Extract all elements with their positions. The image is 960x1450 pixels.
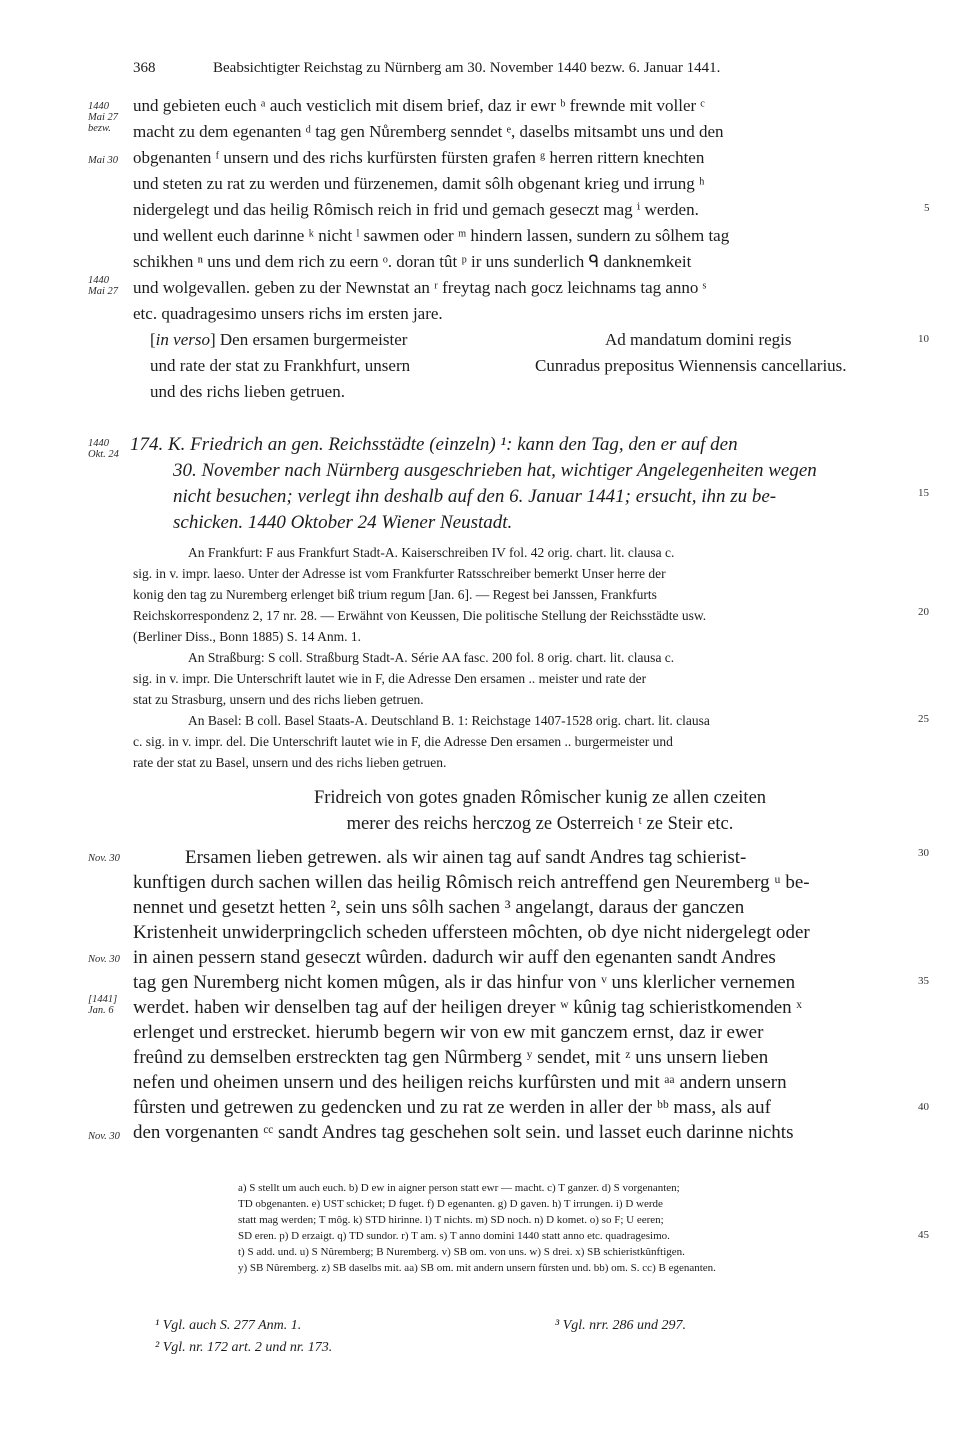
source-line: c. sig. in v. impr. del. Die Unterschrift lautet wie in F, die Adresse Den ersamen .. burgermeister und [133,734,673,749]
text-line: fûrsten und getrewen zu gedencken und zu rat ze werden in aller der ᵇᵇ mass, als auf [133,1097,771,1118]
source-line: konig den tag zu Nuremberg erlenget biß trium regum [Jan. 6]. — Regest bei Janssen, Frankfurts [133,587,657,602]
source-line: sig. in v. impr. Die Unterschrift lautet wie in F, die Adresse Den ersamen .. meister und rate der [133,671,647,686]
intitulatio-line: merer des reichs herczog ze Osterreich ᵗ ze Steir etc. [346,814,734,834]
source-line: Reichskorrespondenz 2, 17 nr. 28. — Erwähnt von Keussen, Die politische Stellung der Reichsstädte usw. [133,608,707,623]
text-line: in ainen pessern stand geseczt wûrden. dadurch wir auff den egenanten sandt Andres [133,947,776,968]
address-line: und rate der stat zu Frankhfurt, unsern [150,356,411,375]
margin-note [88,954,120,965]
footnote: ² Vgl. nr. 172 art. 2 und nr. 173. [155,1340,333,1355]
margin-note [88,853,120,864]
address-line: und des richs lieben getruen. [150,382,345,401]
line-number: 25 [918,713,929,725]
margin-note-line: [1441] [88,994,118,1005]
margin-note-line: 1440 [88,438,109,449]
text-line: freûnd zu demselben erstreckten tag gen Nûrmberg ʸ sendet, mit ᶻ uns unsern lieben [133,1047,769,1068]
address-text: Den ersamen burgermeister [219,330,408,349]
variant-line: t) S add. und. u) S Nûremberg; B Nuremberg. v) SB om. von uns. w) S drei. x) SB schieristkûnftigen. [238,1246,685,1258]
margin-note-line: bezw. [88,123,111,134]
line-number: 5 [924,202,930,214]
margin-note [88,155,118,166]
variant-line: statt mag werden; T môg. k) STD hirinne. l) T nichts. m) SD noch. n) D komet. o) so F; U eeren; [238,1214,664,1226]
source-line: An Basel: B coll. Basel Staats-A. Deutschland B. 1: Reichstage 1407-1528 orig. chart. lit. clausa [188,713,710,728]
text-line: den vorgenanten ᶜᶜ sandt Andres tag geschehen solt sein. und lasset euch darinne nichts [133,1122,794,1143]
line-number: 10 [918,333,929,345]
variant-line: SD eren. p) D erzaigt. q) TD sundor. r) T am. s) T anno domini 1440 statt anno etc. quadragesimo. [238,1230,670,1242]
margin-note [88,275,118,297]
text-line: tag gen Nuremberg nicht komen mûgen, als ir das hinfur von ᵛ uns klerlicher vernemen [133,972,796,993]
source-line: An Frankfurt: F aus Frankfurt Stadt-A. Kaiserschreiben IV fol. 42 orig. chart. lit. clausa c. [188,545,675,560]
source-line: sig. in v. impr. laeso. Unter der Adresse ist vom Frankfurter Ratsschreiber bemerkt Unser herre der [133,566,666,581]
footnote: ³ Vgl. nrr. 286 und 297. [555,1318,686,1333]
source-line: stat zu Strasburg, unsern und des richs lieben getruen. [133,692,424,707]
margin-note-line: 1440 [88,101,109,112]
margin-note-line: Mai 27 [88,112,119,123]
text-line: nennet und gesetzt hetten ², sein uns sôlh sachen ³ angelangt, daraus der ganczen [133,897,745,918]
variant-line: a) S stellt um auch euch. b) D ew in aigner person statt ewr — macht. c) T ganzer. d) S vorgenanten; [238,1182,680,1194]
text-line: nefen und oheimen unsern und des heiligen reichs kurfûrsten und mit ᵃᵃ andern unsern [133,1072,787,1093]
source-line: An Straßburg: S coll. Straßburg Stadt-A. Série AA fasc. 200 fol. 8 orig. chart. lit. clausa c. [188,650,675,665]
intitulatio-line: Fridreich von gotes gnaden Rômischer kunig ze allen czeiten [313,788,767,808]
running-title: Beabsichtigter Reichstag zu Nürnberg am 30. November 1440 bezw. 6. Januar 1441. [213,60,721,76]
margin-note-line: 1440 [88,275,109,286]
heading-line: schicken. 1440 Oktober 24 Wiener Neustadt. [173,512,513,533]
margin-note-line: Mai 27 [88,286,119,297]
verso-label: in verso [155,330,210,349]
heading-line: nicht besuchen; verlegt ihn deshalb auf den 6. Januar 1441; ersucht, ihn zu be- [173,486,777,507]
mandate-line: Ad mandatum domini regis [605,330,792,349]
line-number: 40 [918,1101,929,1113]
text-line: und gebieten euch ᵃ auch vesticlich mit disem brief, daz ir ewr ᵇ frewnde mit voller ᶜ [133,96,705,115]
heading-line: 174. K. Friedrich an gen. Reichsstädte (einzeln) ¹: kann den Tag, den er auf den [130,434,738,455]
margin-note-line: Nov. 30 [88,853,120,864]
text-line: erlenget und erstrecket. hierumb begern wir von ew mit ganczem ernst, daz ir ewer [133,1022,764,1043]
document-174-heading [130,432,913,536]
text-line: Ersamen lieben getrewen. als wir ainen tag auf sandt Andres tag schierist- [185,847,747,868]
line-number: 30 [918,847,929,859]
margin-note-line: Okt. 24 [88,449,119,460]
text-line: etc. quadragesimo unsers richs im ersten jare. [133,304,443,323]
text-line: nidergelegt und das heilig Rômisch reich in frid und gemach geseczt mag ⁱ werden. [133,200,699,219]
mandate-line: Cunradus prepositus Wiennensis cancellarius. [535,356,847,375]
address-line: [in verso] Den ersamen burgermeister [150,330,408,349]
margin-note [88,438,119,460]
source-line: rate der stat zu Basel, unsern und des richs lieben getruen. [133,755,447,770]
text-line: und wellent euch darinne ᵏ nicht ˡ sawmen oder ᵐ hindern lassen, sundern zu sôlhem tag [133,226,730,245]
margin-note-line: Mai 30 [88,155,119,166]
text-line: und wolgevallen. geben zu der Newnstat an ʳ freytag nach gocz leichnams tag anno ˢ [133,278,707,297]
line-number: 20 [918,606,929,618]
text-line: obgenanten ᶠ unsern und des richs kurfürsten fürsten grafen ᵍ herren rittern knechten [133,148,705,167]
text-line: Kristenheit unwiderpringclich scheden uffersteen môchten, ob dye nicht nidergelegt oder [133,922,810,943]
source-line: (Berliner Diss., Bonn 1885) S. 14 Anm. 1. [133,629,361,644]
margin-note [88,101,118,134]
text-line: schikhen ⁿ uns und dem rich zu eern ᵒ. doran tût ᵖ ir uns sunderlich ᑫ danknemkeit [133,252,692,271]
text-line: werdet. haben wir denselben tag auf der heiligen dreyer ʷ kûnig tag schieristkomenden ˣ [133,997,802,1018]
heading-line: 30. November nach Nürnberg ausgeschrieben hat, wichtiger Angelegenheiten wegen [173,460,817,481]
page-number: 368 [133,60,156,76]
margin-note-line: Nov. 30 [88,1131,120,1142]
text-line: macht zu dem egenanten ᵈ tag gen Nůremberg senndet ᵉ, daselbs mitsambt uns und den [133,122,724,141]
footnote: ¹ Vgl. auch S. 277 Anm. 1. [155,1318,302,1333]
margin-note [88,994,117,1016]
line-number: 15 [918,487,929,499]
line-number: 35 [918,975,929,987]
margin-note-line: Jan. 6 [88,1005,114,1016]
variant-line: y) SB Nûremberg. z) SB daselbs mit. aa) SB om. mit andern unsern fûrsten und. bb) om. S. cc) B egenanten. [238,1262,716,1274]
margin-note-line: Nov. 30 [88,954,120,965]
text-line: kunftigen durch sachen willen das heilig Rômisch reich antreffend gen Neuremberg ᵘ be- [133,872,810,893]
text-line: und steten zu rat zu werden und fürzenemen, damit sôlh obgenant krieg und irrung ʰ [133,174,705,193]
margin-note [88,1131,120,1142]
line-number: 45 [918,1229,929,1241]
variant-line: TD obgenanten. e) UST schicket; D fuget. f) D egenanten. g) D gaven. h) T irrungen. i) D werde [238,1198,663,1210]
